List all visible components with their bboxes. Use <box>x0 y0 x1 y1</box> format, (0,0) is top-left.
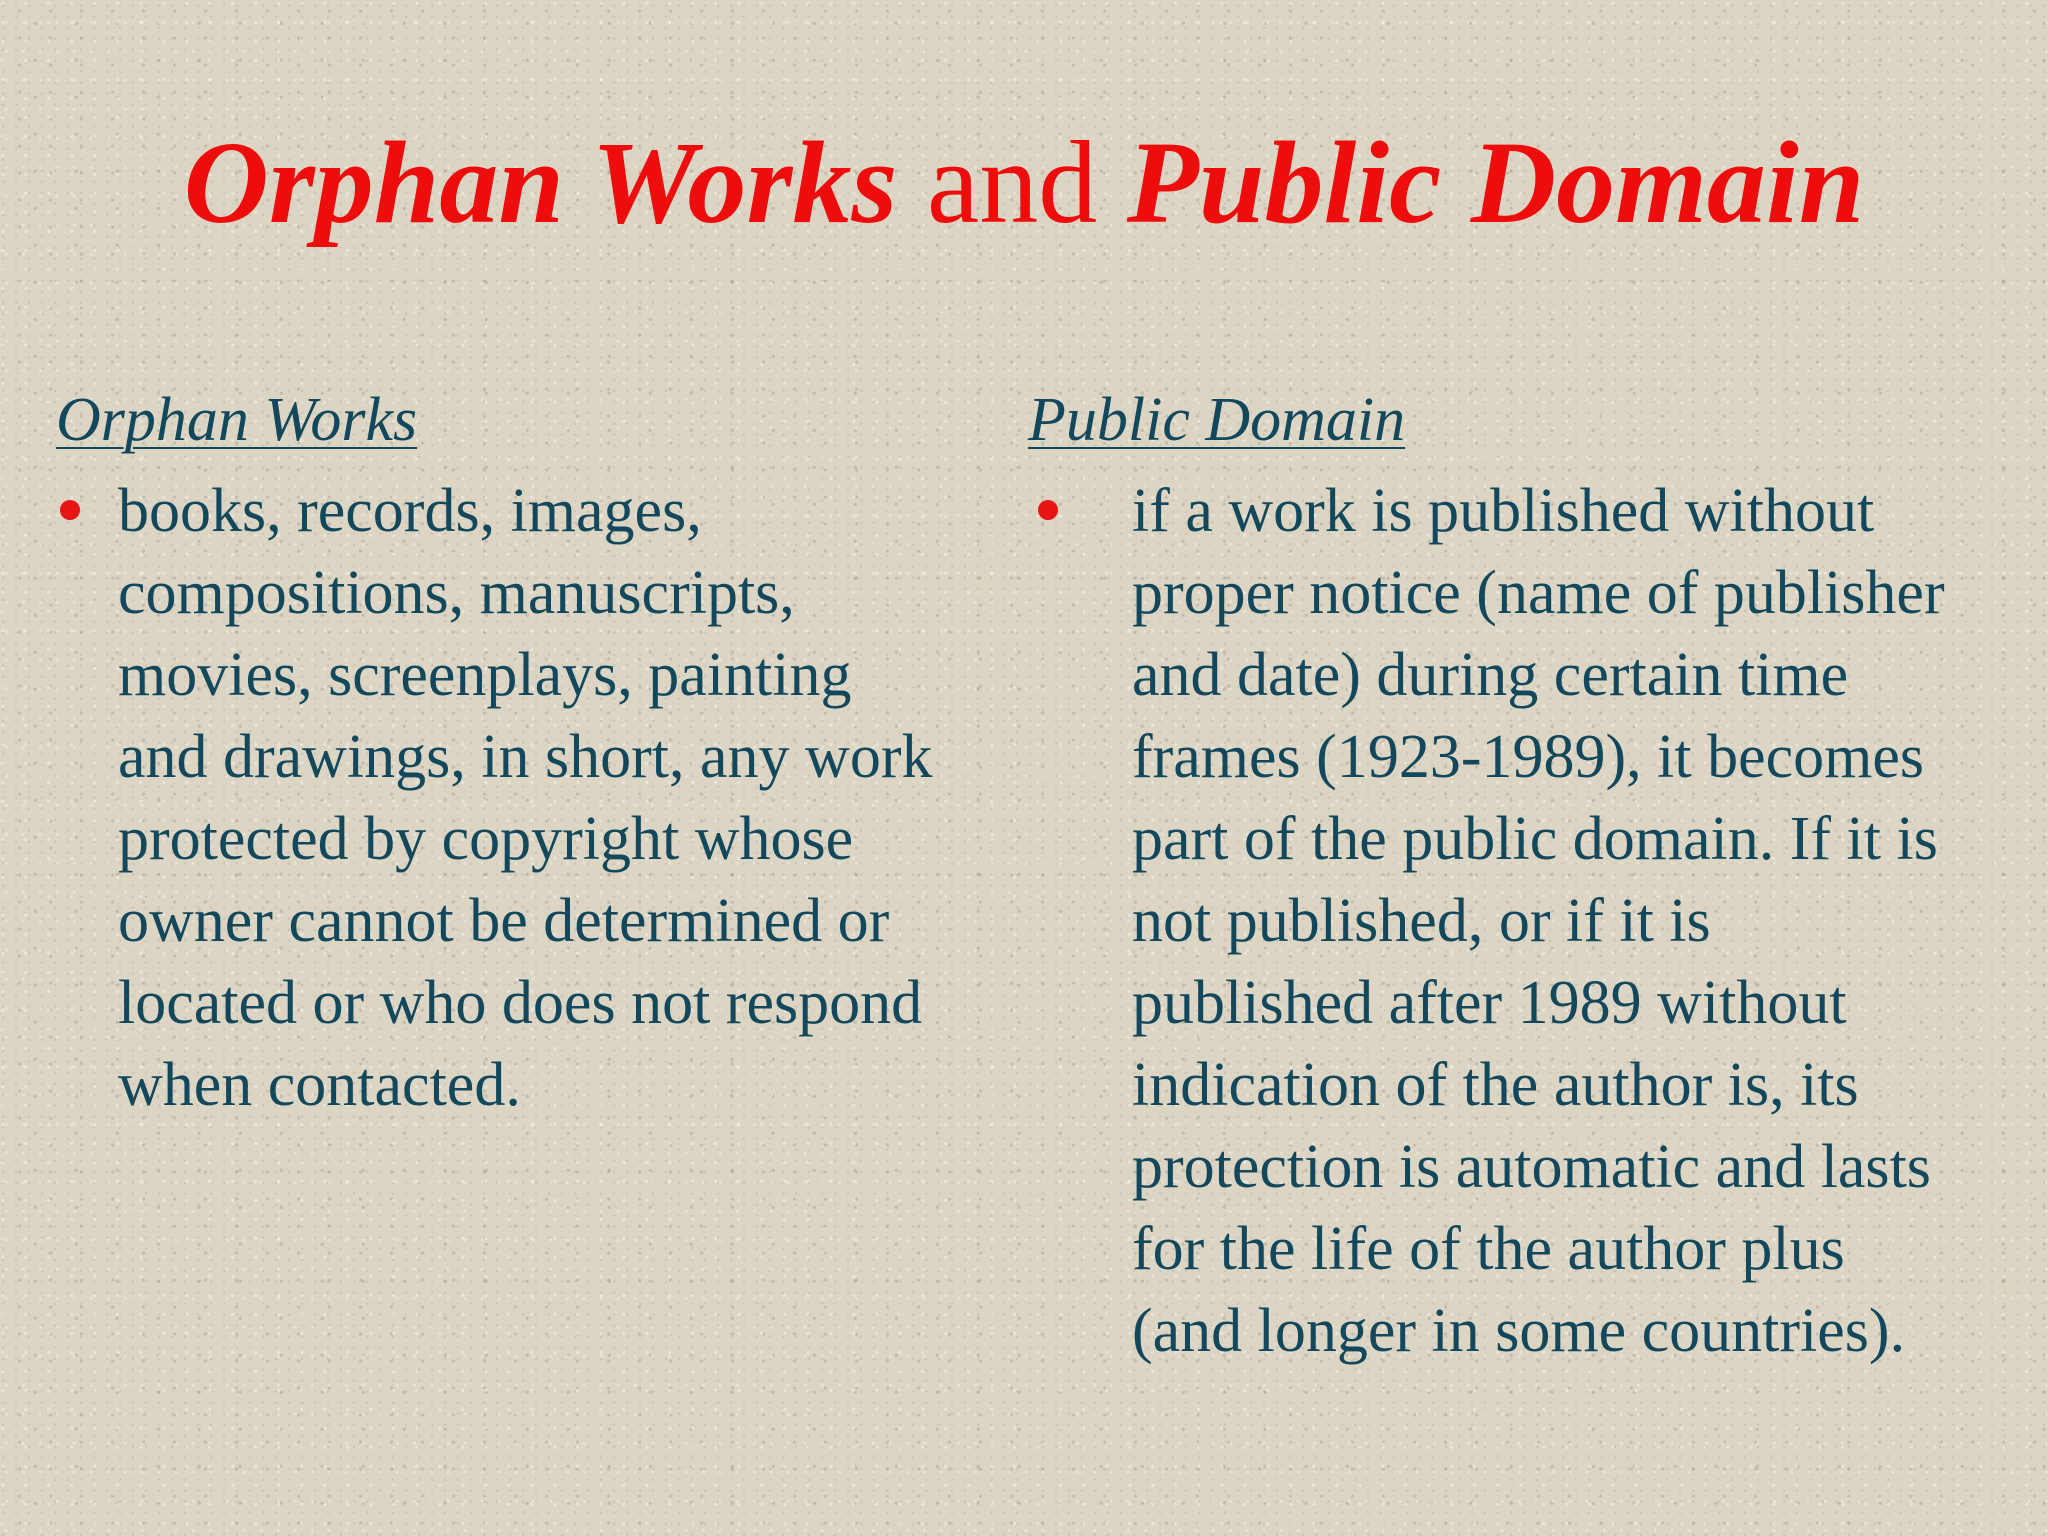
text-line: if a work is published without <box>1132 477 1875 545</box>
text-line: located or who does not respond <box>118 969 923 1037</box>
text-line: protected by copyright whose <box>118 805 854 873</box>
title-public-domain: Public Domain <box>1126 117 1865 248</box>
text-line: frames (1923-1989), it becomes <box>1132 723 1924 791</box>
text-line: for the life of the author plus <box>1132 1215 1845 1283</box>
text-line: books, records, images, <box>118 477 702 545</box>
text-line: part of the public domain. If it is <box>1132 805 1938 873</box>
orphan-works-text <box>56 470 1036 1126</box>
orphan-works-column <box>56 380 1036 1126</box>
text-line: published after 1989 without <box>1132 969 1847 1037</box>
text-line: compositions, manuscripts, <box>118 559 795 627</box>
text-line: not published, or if it is <box>1132 887 1711 955</box>
public-domain-column <box>1028 380 2038 1372</box>
public-domain-text <box>1028 470 2038 1372</box>
orphan-works-heading: Orphan Works <box>56 386 418 454</box>
title-and: and <box>897 117 1127 248</box>
slide-title <box>0 108 2048 258</box>
bullet-icon <box>1038 500 1058 520</box>
text-line: movies, screenplays, painting <box>118 641 852 709</box>
title-orphan-works: Orphan Works <box>183 117 898 248</box>
text-line: when contacted. <box>118 1051 521 1119</box>
text-line: protection is automatic and lasts <box>1132 1133 1931 1201</box>
text-line: indication of the author is, its <box>1132 1051 1859 1119</box>
text-line: and drawings, in short, any work <box>118 723 933 791</box>
text-line: and date) during certain time <box>1132 641 1849 709</box>
text-line: owner cannot be determined or <box>118 887 890 955</box>
bullet-icon <box>60 500 80 520</box>
public-domain-bullet <box>1028 470 2038 1372</box>
public-domain-heading: Public Domain <box>1028 386 1406 454</box>
orphan-works-bullet <box>56 470 1036 1126</box>
text-line: (and longer in some countries). <box>1132 1297 1906 1365</box>
text-line: proper notice (name of publisher <box>1132 559 1945 627</box>
